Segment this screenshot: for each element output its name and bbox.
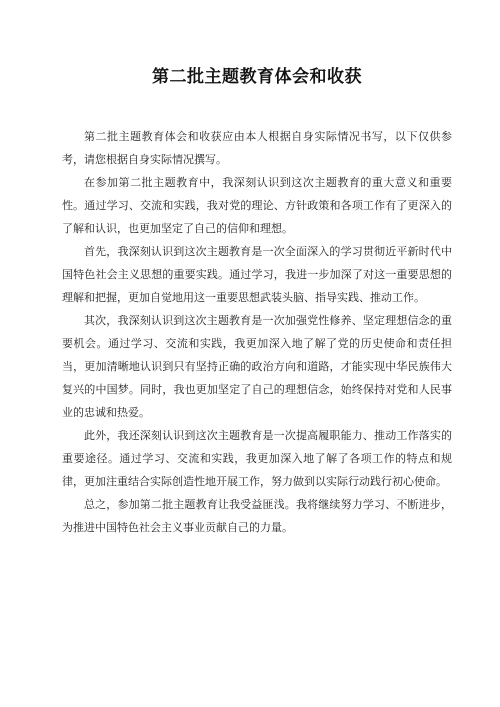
paragraph-overview: 在参加第二批主题教育中，我深刻认识到这次主题教育的重大意义和重要性。通过学习、交流和实践，我对党的理论、方针政策和各项工作有了更深入的了解和认识，也更加坚定了自己的信仰和理想。 <box>62 176 452 235</box>
paragraph-intro-note: 第二批主题教育体会和收获应由本人根据自身实际情况书写，以下仅供参考，请您根据自身实际情况撰写。 <box>62 130 452 166</box>
paragraph-conclusion: 总之，参加第二批主题教育让我受益匪浅。我将继续努力学习、不断进步，为推进中国特色社会主义事业贡献自己的力量。 <box>62 498 452 534</box>
paragraph-third-point: 此外，我还深刻认识到这次主题教育是一次提高履职能力、推动工作落实的重要途径。通过学习、交流和实践，我更加深入地了解了各项工作的特点和规律，更加注重结合实际创造性地开展工作，努力做到以实际行动践行初心使命。 <box>62 429 452 488</box>
paragraph-second-point: 其次，我深刻认识到这次主题教育是一次加强党性修养、坚定理想信念的重要机会。通过学习、交流和实践，我更加深入地了解了党的历史使命和责任担当，更加清晰地认识到只有坚持正确的政治方向和道路，才能实现中华民族伟大复兴的中国梦。同时，我也更加坚定了自己的理想信念，始终保持对党和人民事业的忠诚和热爱。 <box>62 314 452 419</box>
document-body <box>62 125 452 539</box>
document-title: 第二批主题教育体会和收获 <box>152 67 362 87</box>
paragraph-first-point: 首先，我深刻认识到这次主题教育是一次全面深入的学习贯彻近平新时代中国特色社会主义思想的重要实践。通过学习，我进一步加深了对这一重要思想的理解和把握，更加自觉地用这一重要思想武装头脑、指导实践、推动工作。 <box>62 245 452 304</box>
